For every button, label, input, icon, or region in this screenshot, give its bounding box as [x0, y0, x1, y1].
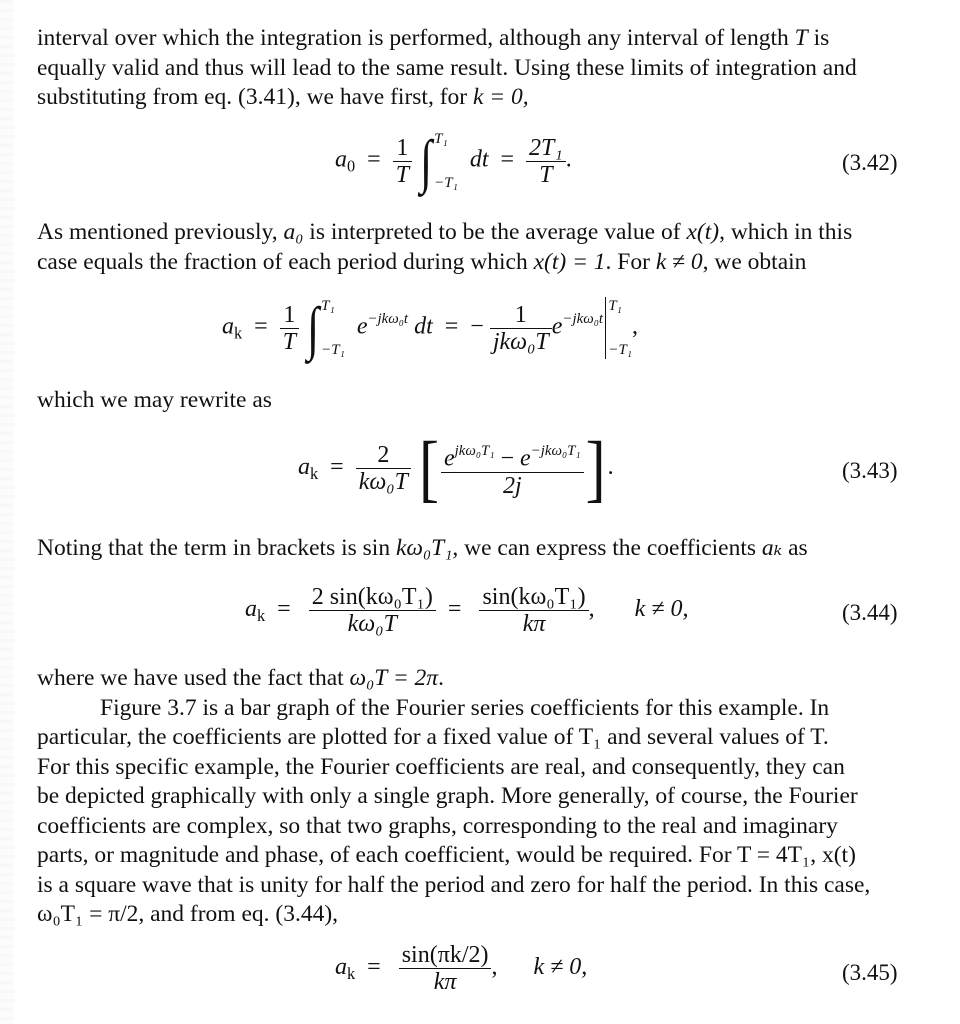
p2-k-neq-0: k ≠ 0 [655, 248, 703, 275]
integral-sign: ∫ [307, 294, 320, 362]
eq343-exp-b: −jkω₀T₁ [530, 443, 581, 460]
eq342-frac-2 [526, 135, 566, 188]
eqak-frac-1 [280, 302, 299, 355]
eqak-e: e [356, 313, 368, 340]
eqak-eval-lower: −T₁ [608, 342, 633, 358]
eq343-frac-den [356, 469, 411, 495]
eq344-frac2-den-text: kπ [522, 611, 546, 637]
scan-margin-noise [0, 0, 14, 1024]
eq343-lhs-sub: k [310, 463, 319, 483]
eq343-inner-den [441, 473, 584, 499]
p1-line-1: interval over which the integration is performed, although any interval of length [37, 25, 789, 51]
eq344-frac-2 [479, 584, 588, 637]
equation-3-45: $a_k$ = $\frac{\sin(\pi k/2)}{k\pi}$ , k ≠ 0, [335, 942, 588, 995]
eq344-frac2-num: sin(kω₀T₁) [479, 584, 588, 611]
eq344-frac2-den [479, 611, 588, 637]
eqak-exp: −jkω₀t [367, 311, 409, 328]
p1-line-2: equally valid and thus will lead to the same result. Using these limits of integration and [37, 54, 857, 81]
eq342-lower: −T₁ [434, 175, 458, 191]
eqak-frac2-den [490, 329, 552, 355]
p2-l2a: case equals the fraction of each period during which [37, 248, 528, 275]
eq342-frac1-den [393, 162, 412, 188]
eq343-frac [356, 442, 411, 495]
eq342-lhs: a [335, 146, 347, 173]
eq343-frac-den-text: kω₀T [358, 469, 408, 495]
equation-ak-integral: $a_k$ = $\frac{1}{T}$ ∫ T₁ −T₁ $e^{-jk\omega_0t}$ dt = − $\frac{1}{\text{jkω₀T}}$ $e^{-jk\omega_0t}$ T₁ −T₁ , [222, 294, 639, 362]
p2-l1c: , which in this [719, 219, 853, 245]
p2-l2c: , we obtain [702, 248, 807, 275]
eq345-lhs-sub: k [347, 963, 356, 983]
evaluation-bar [605, 297, 606, 359]
p1-k-equals-0: k = 0, [472, 84, 529, 110]
equation-3-42: $a_0$ = $\frac{1}{T}$ ∫ T₁ −T₁ dt = $\frac{\text{2T₁}}{T}$ . [335, 127, 572, 195]
eq345-frac-num: sin(πk/2) [399, 942, 492, 969]
equation-number-3-42: (3.42) [842, 150, 898, 175]
paragraph-4 [37, 534, 903, 564]
eq344-frac1-num: 2 sin(kω₀T₁) [309, 584, 436, 611]
integral-sign: ∫ [420, 127, 433, 195]
eqak-limits [321, 297, 345, 359]
p2-l2b: . For [605, 248, 650, 275]
eq342-frac2-den-text: T [539, 161, 553, 188]
eq344-lhs-sub: k [257, 605, 266, 625]
p5-line-8: is a square wave that is unity for half the period and zero for half the period. In this case, [37, 871, 871, 898]
eq343-frac-num: 2 [356, 442, 411, 469]
equation-number-3-45: (3.45) [842, 960, 898, 985]
eq342-frac1-den-text: T [395, 161, 410, 188]
eqak-upper: T₁ [321, 298, 335, 314]
p1-line-1-end: is [813, 25, 830, 51]
eq343-inner-num [441, 438, 584, 472]
eqak-lhs: a [222, 313, 234, 340]
eq345-lhs: a [335, 954, 347, 981]
eq342-frac2-num-text: 2T₁ [529, 134, 563, 161]
eqak-dt: dt [414, 313, 433, 340]
equation-number-3-44: (3.44) [842, 600, 898, 625]
eq343-e-b: e [520, 445, 531, 472]
eqak-frac2-num: 1 [490, 302, 552, 329]
p1-var-T: T [794, 25, 808, 51]
eqak-eval-exp: −jkω₀t [562, 311, 604, 328]
p2-xt-eq-1: x(t) = 1 [533, 248, 606, 275]
equation-3-44: $a_k$ = $\frac{\text{2 sin(kω₀T₁)}}{\text{kω₀T}}$ = $\frac{\text{sin(kω₀T₁)}}{k\pi}$ , k ≠ 0, [245, 584, 689, 637]
eq345-condition: k ≠ 0, [533, 954, 588, 981]
eq342-lhs-sub: 0 [347, 156, 356, 176]
eq343-e-a: e [443, 445, 455, 472]
eqak-frac1-den [280, 329, 299, 355]
eqak-eval-upper: T₁ [608, 298, 622, 314]
eq344-lhs: a [245, 596, 257, 623]
p2-xt: x(t) [686, 219, 720, 245]
p5-l1-end: . [438, 665, 444, 691]
p4-ak: aₖ [761, 535, 783, 561]
eqak-lower: −T₁ [321, 342, 345, 358]
eq343-lhs: a [298, 454, 310, 481]
eq343-minus: − [494, 445, 521, 472]
p5-line-6: coefficients are complex, so that two graphs, corresponding to the real and imaginary [37, 812, 838, 839]
p4-c: as [788, 535, 808, 561]
paragraph-2 [37, 218, 903, 277]
eq343-exp-a: jkω₀T₁ [454, 443, 495, 460]
eqak-frac-2 [490, 302, 552, 355]
eq342-dt: dt [469, 146, 489, 173]
p5-l1a: where we have used the fact that [37, 665, 344, 691]
p5-line-2: Figure 3.7 is a bar graph of the Fourier series coefficients for this example. In [100, 694, 830, 721]
p2-l1b: is interpreted to be the average value of [309, 219, 681, 245]
eq344-frac1-den [309, 611, 436, 637]
eq344-frac-1 [309, 584, 436, 637]
p2-a0: a₀ [283, 219, 304, 245]
eq342-frac-1 [393, 135, 412, 188]
p3-text: which we may rewrite as [37, 387, 272, 413]
eqak-lhs-sub: k [234, 323, 243, 343]
eqak-frac2-den-text: jkω₀T [492, 328, 549, 355]
p4-b: , we can express the coefficients [452, 535, 757, 561]
right-bracket: ] [585, 426, 606, 510]
p4-a: Noting that the term in brackets is sin [37, 535, 391, 561]
eq342-frac1-num: 1 [393, 135, 412, 162]
p5-omega-eq: ω₀T = 2π [349, 665, 439, 691]
paragraph-5 [37, 664, 903, 930]
eq345-frac-den [399, 969, 492, 995]
eq345-frac-den-text: kπ [433, 969, 457, 995]
left-bracket: [ [419, 426, 439, 510]
eqak-frac1-den-text: T [282, 328, 297, 355]
eqak-eval-limits [608, 297, 632, 359]
p5-line-7: parts, or magnitude and phase, of each coefficient, would be required. For T = 4T₁, x(t) [37, 842, 856, 868]
equation-number-3-43: (3.43) [842, 458, 898, 483]
eq342-frac2-num [526, 135, 566, 162]
eq343-inner-frac [441, 438, 584, 498]
eq344-condition: k ≠ 0, [634, 596, 689, 623]
equation-3-43: $a_k$ = $\frac{2}{\text{kω₀T}}$ [ $\frac{e^{jk\omega_0T_1} - e^{-jk\omega_0T_1}}{2j}$ ]. [298, 434, 614, 503]
paragraph-3 [37, 386, 903, 416]
eq344-frac1-den-text: kω₀T [347, 611, 397, 637]
eq342-limits [434, 130, 458, 192]
p5-line-9: ω₀T₁ = π/2, and from eq. (3.44), [37, 901, 339, 927]
paragraph-1 [37, 24, 903, 113]
p5-line-4: For this specific example, the Fourier coefficients are real, and consequently, they can [37, 753, 845, 780]
eq345-frac [399, 942, 492, 995]
p5-line-3: particular, the coefficients are plotted for a fixed value of T₁ and several values of T. [37, 724, 829, 750]
p4-var: kω₀T₁ [395, 535, 453, 561]
p5-line-5: be depicted graphically with only a single graph. More generally, of course, the Fourier [37, 783, 858, 809]
eqak-eval-e: e [551, 313, 563, 340]
p1-line-3: substituting from eq. (3.41), we have first, for [37, 84, 468, 110]
eq343-inner-den-text: 2j [502, 472, 522, 499]
eqak-frac1-num: 1 [280, 302, 299, 329]
p2-l1a: As mentioned previously, [37, 219, 278, 245]
eq342-upper: T₁ [434, 131, 448, 147]
eq342-frac2-den [526, 162, 566, 188]
